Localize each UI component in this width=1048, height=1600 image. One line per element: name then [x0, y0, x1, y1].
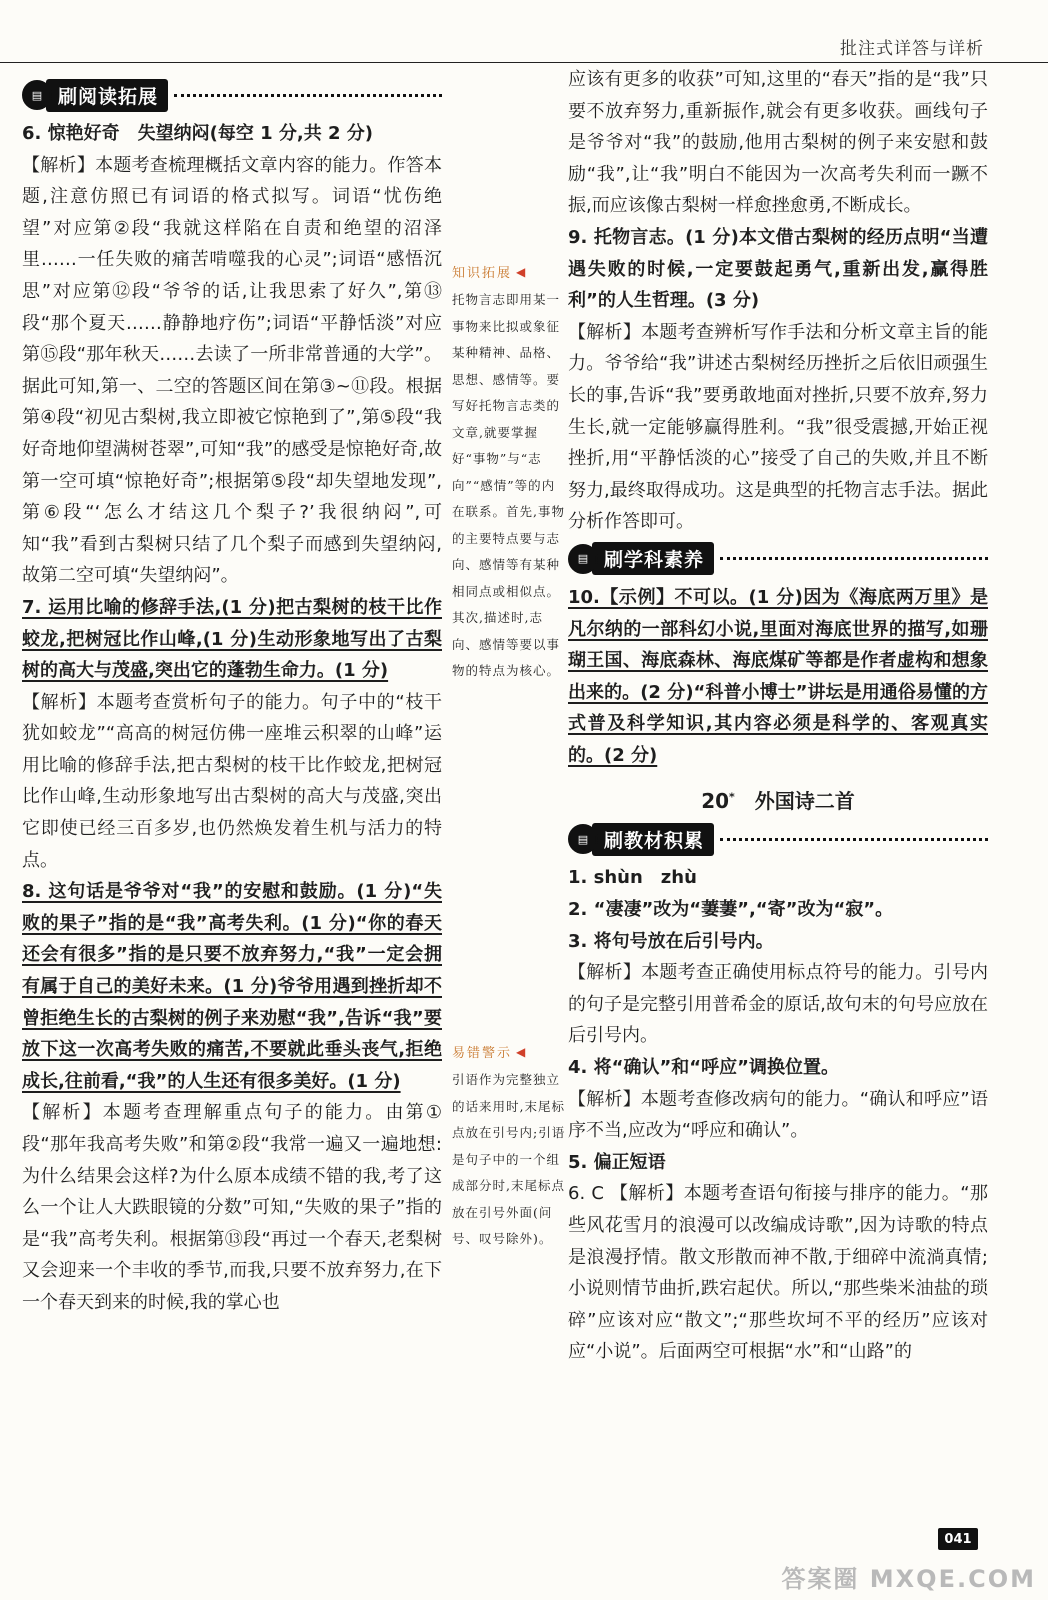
page-number: 041 — [938, 1528, 978, 1550]
section-title: 刷教材积累 — [592, 823, 714, 856]
note-label: 易错警示 — [452, 1046, 513, 1061]
section-header-reading — [22, 76, 442, 114]
note-label: 知识拓展 — [452, 266, 513, 281]
dotted-rule — [174, 94, 442, 97]
answer-3-analysis: 【解析】本题考查正确使用标点符号的能力。引号内的句子是完整引用普希金的原话,故句末的句号应放在后引号内。 — [568, 962, 988, 1047]
answer-7-analysis: 【解析】本题考查赏析句子的能力。句子中的“枝干犹如蛟龙”“高高的树冠仿佛一座堆云积翠的山峰”运用比喻的修辞手法,把古梨树的枝干比作蛟龙,把树冠比作山峰,生动形象地写出古梨树的高大与茂盛,突出它即使已经三百多岁,也仍然焕发着生机与活力的特点。 — [22, 691, 442, 871]
answer-3: 3. 将句号放在后引号内。 — [568, 930, 774, 952]
answer-8-analysis: 【解析】本题考查理解重点句子的能力。由第①段“那年我高考失败”和第②段“我常一遍又一遍地想:为什么结果会这样?为什么原本成绩不错的我,考了这么一个让人大跌眼镜的分数”可知,“失败的果子”指的是“我”高考失利。根据第⑬段“再过一个春天,老梨树又会迎来一个丰收的季节,而我,只要不放弃努力,在下一个春天到来的时候,我的掌心也 — [22, 1102, 442, 1313]
answer-10: 10.【示例】不可以。(1 分)因为《海底两万里》是凡尔纳的一部科幻小说,里面对海底世界的描写,如珊瑚王国、海底森林、海底煤矿等都是作者虚构和想象出来的。(2 分)“科普小博士”讲坛是用通俗易懂的方式普及科学知识,其内容必须是科学的、客观真实的。(2 分) — [568, 586, 988, 766]
book-icon: ▤ — [568, 824, 598, 854]
book-icon: ▤ — [22, 80, 52, 110]
book-icon: ▤ — [568, 544, 598, 574]
answer-7-head: 7. 运用比喻的修辞手法,(1 分)把古梨树的枝干比作蛟龙,把树冠比作山峰,(1 分)生动形象地写出了古梨树的高大与茂盛,突出它的蓬勃生命力。(1 分) — [22, 596, 442, 682]
answer-8-head: 8. 这句话是爷爷对“我”的安慰和鼓励。(1 分)“失败的果子”指的是“我”高考失利。(1 分)“你的春天还会有很多”指的是只要不放弃努力,“我”一定会拥有属于自己的美好未来。(1 分)爷爷用遇到挫折却不曾拒绝生长的古梨树的例子来劝慰“我”,告诉“我”要放下这一次高考失败的痛苦,不要就此垂头丧气,拒绝成长,往前看,“我”的人生还有很多美好。(1 分) — [22, 881, 442, 1092]
answer-4: 4. 将“确认”和“呼应”调换位置。 — [568, 1057, 839, 1079]
answer-5: 5. 偏正短语 — [568, 1151, 666, 1173]
chapter-number: 20 — [701, 789, 730, 814]
section-title: 刷阅读拓展 — [46, 79, 168, 112]
right-column — [568, 64, 988, 1368]
answer-4-analysis: 【解析】本题考查修改病句的能力。“确认和呼应”语序不当,应改为“呼应和确认”。 — [568, 1088, 988, 1142]
note-text: 引语作为完整独立的话来用时,末尾标点放在引号内;引语是句子中的一个组成部分时,末尾标点放在引号外面(问号、叹号除外)。 — [452, 1072, 566, 1246]
note-text: 托物言志即用某一事物来比拟或象征某种精神、品格、思想、感情等。要写好托物言志类的文章,就要掌握好“事物”与“志向”“感情”等的内在联系。首先,事物的主要特点要与志向、感情等有某种相同点或相似点。其次,描述时,志向、感情等要以事物的特点为核心。 — [452, 292, 565, 678]
answer-6-analysis: 【解析】本题考查梳理概括文章内容的能力。作答本题,注意仿照已有词语的格式拟写。词语“忧伤绝望”对应第②段“我就这样陷在自责和绝望的沼泽里……一任失败的痛苦啃噬我的心灵”;词语“感悟沉思”对应第⑫段“爷爷的话,让我思索了好久”,第⑬段“那个夏天……静静地疗伤”;词语“平静恬淡”对应第⑮段“那年秋天……去读了一所非常普通的大学”。据此可知,第一、二空的答题区间在第③~⑪段。根据第④段“初见古梨树,我立即被它惊艳到了”,第⑤段“我好奇地仰望满树苍翠”,可知“我”的感受是惊艳好奇,故第一空可填“惊艳好奇”;根据第⑤段“却失望地发现”,第⑥段“‘怎么才结这几个梨子?’我很纳闷”,可知“我”看到古梨树只结了几个梨子而感到失望纳闷,故第二空可填“失望纳闷”。 — [22, 154, 442, 587]
left-column — [22, 74, 442, 1319]
chapter-heading: 20* 外国诗二首 — [701, 789, 855, 814]
answer-1: 1. shùn zhù — [568, 867, 697, 889]
answer-9-head: 9. 托物言志。(1 分)本文借古梨树的经历点明“当遭遇失败的时候,一定要鼓起勇气,重新出发,赢得胜利”的人生哲理。(3 分) — [568, 226, 988, 312]
section-header-literacy — [568, 540, 988, 578]
section-header-textbook — [568, 820, 988, 858]
section-title: 刷学科素养 — [592, 542, 714, 575]
triangle-icon: ◀ — [516, 264, 528, 279]
watermark: 答案圈 MXQE.COM — [781, 1565, 1036, 1593]
triangle-icon: ◀ — [516, 1044, 528, 1059]
answer-9-analysis: 【解析】本题考查辨析写作手法和分析文章主旨的能力。爷爷给“我”讲述古梨树经历挫折之后依旧顽强生长的事,告诉“我”要勇敢地面对挫折,只要不放弃,努力生长,就一定能够赢得胜利。“我”很受震撼,开始正视挫折,用“平静恬淡的心”接受了自己的失败,并且不断努力,最终取得成功。这是典型的托物言志手法。据此分析作答即可。 — [568, 321, 988, 533]
chapter-title: 外国诗二首 — [754, 789, 855, 814]
header-rule — [0, 62, 1048, 63]
answer-2: 2. “凄凄”改为“萋萋”,“寄”改为“寂”。 — [568, 899, 894, 921]
answer-8-continued: 应该有更多的收获”可知,这里的“春天”指的是“我”只要不放弃努力,重新振作,就会有更多收获。画线句子是爷爷对“我”的鼓励,他用古梨树的例子来安慰和鼓励“我”,让“我”明白不能因为一次高考失利而一蹶不振,而应该像古梨树一样愈挫愈勇,不断成长。 — [568, 69, 988, 217]
note-knowledge — [452, 262, 567, 685]
page-header: 批注式详答与详析 — [840, 39, 984, 59]
note-warning — [452, 1042, 567, 1253]
dotted-rule — [720, 838, 988, 841]
dotted-rule — [720, 557, 988, 560]
answer-6-head: 6. 惊艳好奇 失望纳闷(每空 1 分,共 2 分) — [22, 123, 374, 144]
answer-6: 6. C 【解析】本题考查语句衔接与排序的能力。“那些风花雪月的浪漫可以改编成诗歌”,因为诗歌的特点是浪漫抒情。散文形散而神不散,于细碎中流淌真情;小说则情节曲折,跌宕起伏。所以,“那些柴米油盐的琐碎”应该对应“散文”;“那些坎坷不平的经历”应该对应“小说”。后面两空可根据“水”和“山路”的 — [568, 1183, 988, 1363]
